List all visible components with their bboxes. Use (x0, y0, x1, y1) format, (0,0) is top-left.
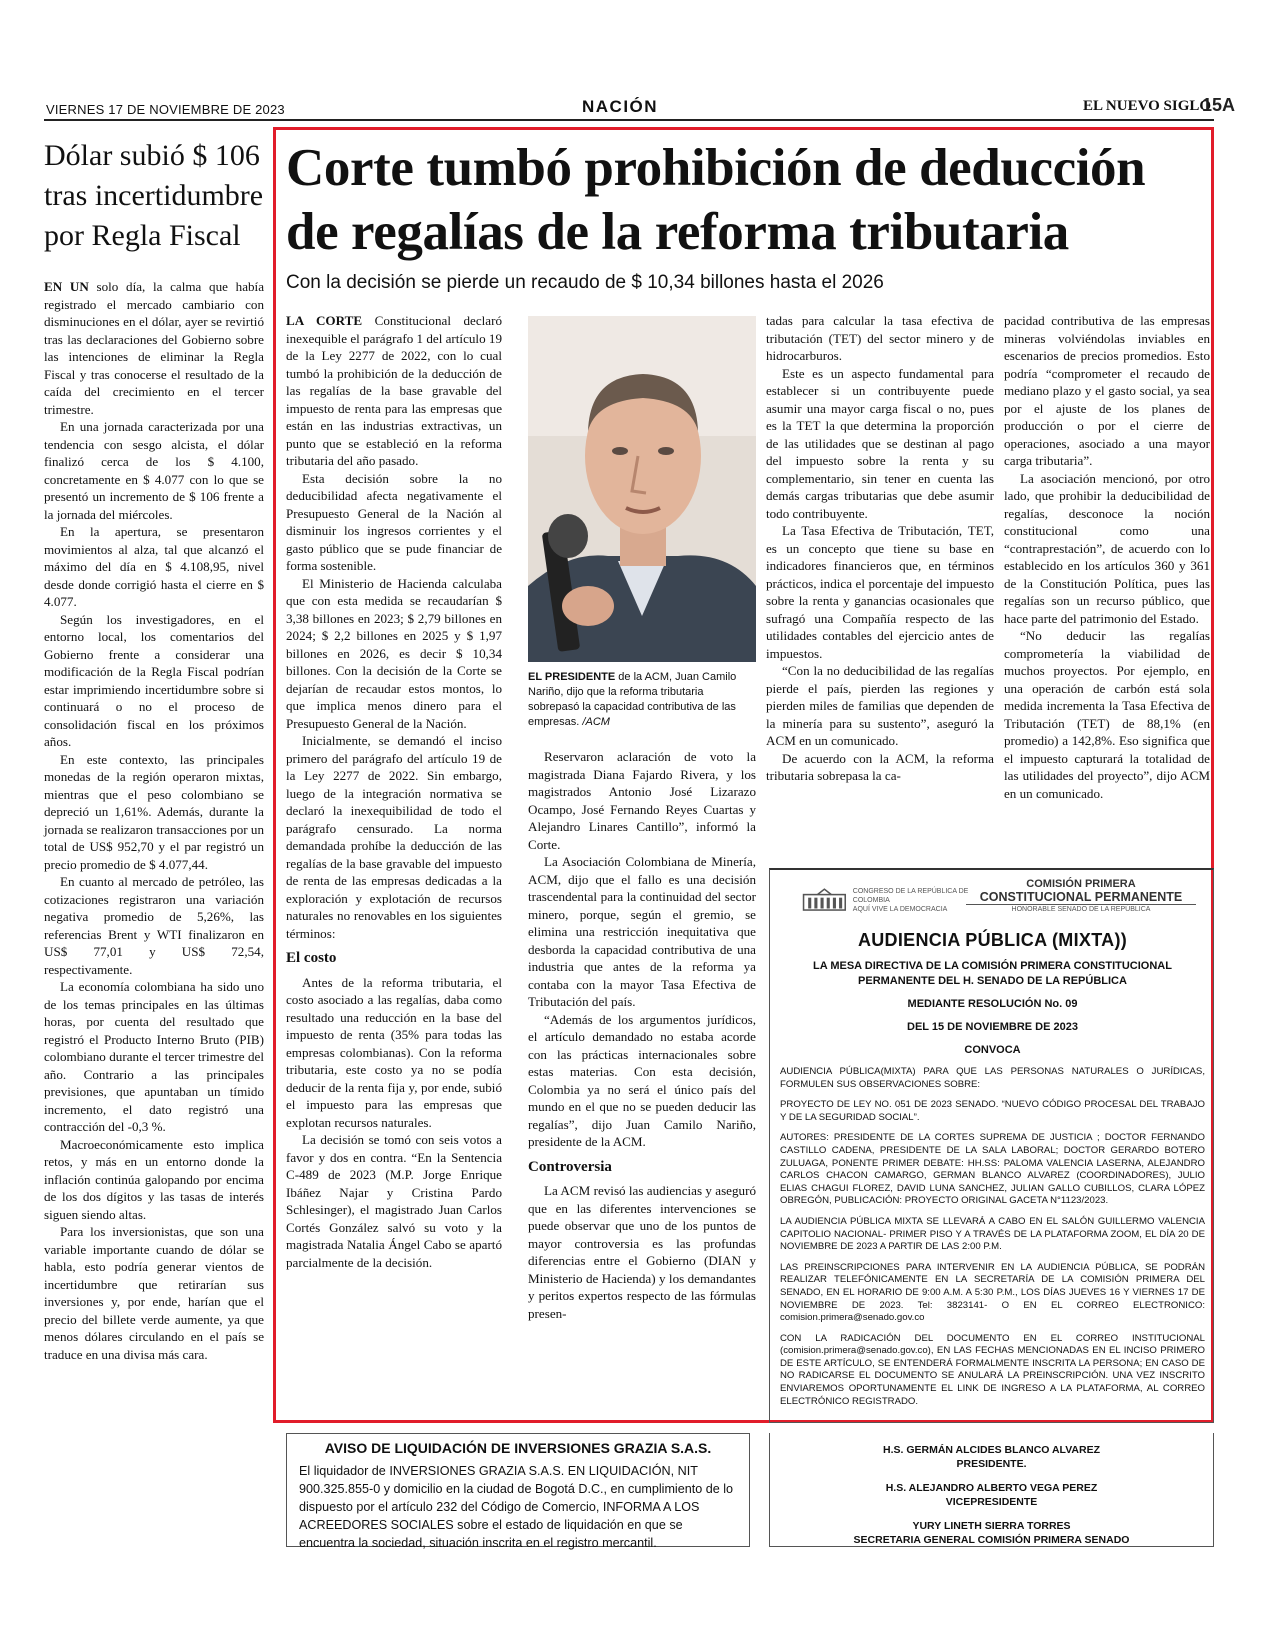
article-column-3 (766, 312, 994, 785)
signer-2: H.S. ALEJANDRO ALBERTO VEGA PEREZ (885, 1482, 1098, 1494)
c1-p1: Constitucional declaró inexequible el parágrafo 1 del artículo 19 de la Ley 2277 de 2022, con lo cual tumbó la prohibición de la deducción de las regalías de la base gravable del impuesto de renta para las empresas que están en las industrias extractivas, un punto que se estableció en la reforma tributaria del año pasado. (286, 313, 502, 468)
hearing-convoca: CONVOCA (964, 1044, 1021, 1056)
header-rule (44, 119, 1214, 121)
side-p5: En este contexto, las principales monedas de la región operaron mixtas, mientras que el peso colombiano se depreció un 1,61%. Además, durante la jornada se realizaron transacciones por un total de US$ 952,70 y el par registró un precio promedio de $ 4.077,44. (44, 751, 264, 872)
hearing-resolution-date: DEL 15 DE NOVIEMBRE DE 2023 (907, 1021, 1078, 1033)
photo-caption (528, 670, 756, 730)
hearing-text-3: AUTORES: PRESIDENTE DE LA CORTES SUPREMA DE JUSTICIA ; DOCTOR FERNANDO CASTILLO CADENA, PRESIDENTE DE LA SALA LABORAL; DOCTOR GERARDO BOTERO ZULUAGA, PONENTE PRIMER DEBATE: HH.SS: PALOMA VALENCIA LASERNA, ALEJANDRO CARLOS CHACON CAMARGO, GERMAN BLANCO ALVAREZ (COORDINADORES), JULIO ELIAS CHAGUI FLOREZ, DAVID LUNA SANCHEZ, JULIAN GALLO CUBILLOS, CLARA LÓPEZ OBREGÓN, PUBLICACIÓN: PROYECTO ORIGINAL GACETA N°1123/2023. (780, 1132, 1205, 1207)
congress-name: CONGRESO DE LA REPÚBLICA DE COLOMBIA (852, 887, 969, 904)
c1-p2: Esta decisión sobre la no deducibilidad afecta negativamente el Presupuesto General de la Nación al disminuir los ingresos corrientes y el gasto público que se pude financiar de forma sostenible. (286, 470, 502, 573)
notice-signatures (769, 1433, 1214, 1547)
hearing-resolution: MEDIANTE RESOLUCIÓN No. 09 (907, 998, 1078, 1010)
c2-p4: La ACM revisó las audiencias y aseguró que en las diferentes intervenciones se puede observar que uno de los puntos de mayor controversia es las profundas diferencias entre el Gobierno (DIAN y Ministerio de Hacienda) y los demandantes y peritos expertos respecto de las fórmulas presen- (528, 1183, 756, 1321)
article-column-1 (286, 312, 502, 1271)
side-p3: En la apertura, se presentaron movimientos al alza, tal que alcanzó el máximo del día en $ 4.108,95, nivel desde donde corrigió hasta el cierre en $ 4.077. (44, 524, 264, 609)
side-p9: Para los inversionistas, que son una variable importante cuando de dólar se habla, esto podría generar vientos de incertidumbre que retirarían sus inversiones y, por ende, harían que el precio del billete verde aumente, ya que menos dólares circulando en el país se traduce en una divisa más cara. (44, 1224, 264, 1362)
photo-credit: /ACM (582, 716, 610, 728)
section-name: NACIÓN (582, 97, 659, 116)
page-number: 15A (1202, 95, 1236, 115)
congress-motto: AQUÍ VIVE LA DEMOCRACIA (852, 905, 948, 913)
c1-p6: La decisión se tomó con seis votos a favor y dos en contra. “En la Sentencia C-489 de 2023 (M.P. Jorge Enrique Ibáñez Najar y Cristina Pardo Schlesinger), el magistrado Juan Carlos Cortés González salvó su voto y la magistrada Natalia Ángel Cabo se apartó parcialmente de la decisión. (286, 1132, 502, 1270)
c4-p1: pacidad contributiva de las empresas mineras volviéndolas inviables en escenarios de precios promedios. Esto podría “comprometer el recaudo de mediano plazo y el gasto social, ya sea por el ajuste de los planes de producción o por el cierre de operaciones, asociado a una mayor carga tributaria”. (1004, 313, 1210, 468)
caption-lead: EL PRESIDENTE (528, 671, 616, 683)
side-p2: En una jornada caracterizada por una tendencia con sesgo alcista, el dólar finalizó cerca de los $ 4.100, concretamente en $ 4.077 con lo que se presentó un incremento de $ 106 frente a la jornada del miércoles. (44, 419, 264, 522)
c3-p5: De acuerdo con la ACM, la reforma tributaria sobrepasa la ca- (766, 750, 994, 783)
commission-name-1: COMISIÓN PRIMERA (1026, 878, 1136, 890)
signer-2-role: VICEPRESIDENTE (945, 1496, 1038, 1508)
hearing-text-5: LAS PREINSCRIPCIONES PARA INTERVENIR EN LA AUDIENCIA PÚBLICA, SE PODRÁN REALIZAR TELEFÓNICAMENTE EN LA SECRETARÍA DE LA COMISIÓN PRIMERA DEL SENADO, EN EL HORARIO DE 9:00 A.M. A 5:30 P.M., LOS DÍAS JUEVES 16 Y VIERNES 17 DE NOVIEMBRE DE 2023. Tel: 3823141- O EN EL CORREO ELECTRONICO: comision.primera@senado.gov.co (780, 1261, 1205, 1324)
side-p7: La economía colombiana ha sido uno de los temas principales en las últimas horas, por cuenta del resultado que registró el Producto Interno Bruto (PIB) colombiano durante el tercer trimestre del año. Contrario a las principales previsiones, que apuntaban un tímido incremento, el dato registró una contracción del -0,3 %. (44, 979, 264, 1134)
liquidation-title: AVISO DE LIQUIDACIÓN DE INVERSIONES GRAZIA S.A.S. (324, 1440, 712, 1456)
signer-1-role: PRESIDENTE. (956, 1458, 1027, 1470)
c4-p2: La asociación mencionó, por otro lado, que prohibir la deducibilidad de regalías, desconoce la noción constitucional como una “contraprestación”, de acuerdo con lo establecido en los artículos 360 y 361 de la Constitución Política, pues las regalías son un recurso público, que hace parte del patrimonio del Estado. (1004, 470, 1210, 626)
newspaper-name: EL NUEVO SIGLO (1083, 98, 1212, 114)
public-hearing-notice (769, 868, 1214, 1423)
side-article-body (44, 278, 264, 1363)
c2-p2: La Asociación Colombiana de Minería, ACM, dijo que el fallo es una decisión trascendental para la continuidad del sector minero, porque, según el gremio, se elimina una restricción inequitativa que desborda la capacidad contributiva de una industria que antes de la reforma ya contaba con la mayor Tasa Efectiva de Tributación del país. (528, 854, 756, 1009)
side-article-title: Dólar subió $ 106 tras incertidumbre por Regla Fiscal (44, 139, 264, 252)
commission-name-3: HONORABLE SENADO DE LA REPÚBLICA (1011, 906, 1151, 913)
side-p6: En cuanto al mercado de petróleo, las cotizaciones registraron una variación negativa promedio de 5,26%, las referencias Brent y WTI finalizaron en US$ 77,01 y US$ 72,54, respectivamente. (44, 874, 264, 977)
caption-text: de la ACM, Juan Camilo Nariño, dijo que la reforma tributaria sobrepasó la capacidad contributiva de las empresas. (528, 671, 737, 728)
liquidation-notice (286, 1433, 750, 1550)
side-p8: Macroeconómicamente esto implica retos, y más en un entorno donde la inflación continúa galopando por encima de los dos dígitos y las tasas de interés siguen siendo altas. (44, 1136, 264, 1222)
issue-date: VIERNES 17 DE NOVIEMBRE DE 2023 (46, 102, 285, 117)
c1-p5: Antes de la reforma tributaria, el costo asociado a las regalías, daba como resultado una reducción en la base del impuesto de renta (35% para todas las empresas colombianas). Con la reforma tributaria, este costo ya no se podía deducir de la renta fija y, por ende, subió el impuesto para las empresas que explotan recursos naturales. (286, 974, 502, 1130)
c2-p3: “Además de los argumentos jurídicos, el artículo demandado no estaba acorde con las prácticas internacionales sobre estas materias. Con esta decisión, Colombia ya no será el único país del mundo en el que no se pueden deducir las regalías”, dijo Juan Camilo Nariño, presidente de la ACM. (528, 1011, 756, 1149)
portrait-photo (528, 316, 756, 662)
hearing-text-4: LA AUDIENCIA PÚBLICA MIXTA SE LLEVARÁ A CABO EN EL SALÓN GUILLERMO VALENCIA CAPITOLIO NACIONAL- PRIMER PISO Y A TRAVÉS DE LA PLATAFORMA ZOOM, EL DÍA 20 DE NOVIEMBRE DE 2023 A PARTIR DE LAS 2:00 P.M. (780, 1215, 1205, 1253)
capitol-icon (802, 885, 847, 915)
side-article (44, 136, 264, 1363)
hearing-text-1: AUDIENCIA PÚBLICA(MIXTA) PARA QUE LAS PERSONAS NATURALES O JURÍDICAS, FORMULEN SUS OBSERVACIONES SOBRE: (780, 1066, 1205, 1090)
side-p4: Según los investigadores, en el entorno local, los comentarios del Gobierno frente a considerar una modificación de la Regla Fiscal podrían estar imprimiendo incertidumbre sobre si continuará o no el proceso de consolidación fiscal en los próximos años. (44, 611, 264, 749)
c3-p3: La Tasa Efectiva de Tributación, TET, es un concepto que tiene su base en indicadores financieros que, en términos prácticos, indica el porcentaje del impuesto sobre la renta y ganancias ocasionales que sufragó una Compañía respecto de las utilidades contables del ejercicio antes de impuestos. (766, 523, 994, 661)
hearing-text-6: CON LA RADICACIÓN DEL DOCUMENTO EN EL CORREO INSTITUCIONAL (comision.primera@senado.gov.co), EN LAS FECHAS MENCIONADAS EN EL INCISO PRIMERO DE ESTE ARTÍCULO, SE ENTENDERÁ FORMALMENTE INSCRITA LA PERSONA; EN CASO DE NO RADICARSE EL DOCUMENTO SE ANULARÁ LA PREINSCRIPCIÓN. UNA VEZ INSCRITO ENVIAREMOS OPORTUNAMENTE EL LINK DE INGRESO A LA PLATAFORMA, AL CORREO ELECTRÓNICO REGISTRADO. (780, 1332, 1205, 1407)
article-column-2 (528, 748, 756, 1322)
subtitle-controversia: Controversia (528, 1158, 612, 1175)
c3-p2: Este es un aspecto fundamental para establecer si un contribuyente puede asumir una mayor carga fiscal o no, pues es la TET la que determina la proporción de las utilidades que se destinan al pago del impuesto sobre la renta y su complementario, sin tener en cuenta las demás cargas tributarias que debe asumir todo contribuyente. (766, 365, 994, 521)
signer-3-role: SECRETARIA GENERAL COMISIÓN PRIMERA SENADO (853, 1534, 1130, 1546)
c2-p1: Reservaron aclaración de voto la magistrada Diana Fajardo Rivera, y los magistrados Antonio José Lizarazo Ocampo, José Fernando Reyes Cuartas y Alejandro Linares Cantillo”, informó la Corte. (528, 749, 756, 852)
side-lead: EN UN (44, 279, 89, 294)
commission-logo (966, 878, 1196, 914)
subheadline: Con la decisión se pierde un recaudo de $ 10,34 billones hasta el 2026 (286, 272, 884, 293)
side-p1: solo día, la calma que había registrado el mercado cambiario con disminuciones en el dólar, ayer se revirtió tras las declaraciones del Gobierno sobre las intenciones de eliminar la Regla Fiscal y tras conocerse el resultado de la caída del crecimiento en el tercer trimestre. (44, 279, 265, 417)
headline: Corte tumbó prohibición de deducción de regalías de la reforma tributaria (286, 139, 1146, 261)
c3-p1: tadas para calcular la tasa efectiva de tributación (TET) del sector minero y de hidrocarburos. (766, 313, 994, 363)
commission-name-2: CONSTITUCIONAL PERMANENTE (966, 890, 1196, 905)
hearing-text-2: PROYECTO DE LEY NO. 051 DE 2023 SENADO. “NUEVO CÓDIGO PROCESAL DEL TRABAJO Y DE LA SEGURIDAD SOCIAL”. (780, 1099, 1205, 1123)
liquidation-body: El liquidador de INVERSIONES GRAZIA S.A.S. EN LIQUIDACIÓN, NIT 900.325.855-0 y domicilio en la ciudad de Bogotá D.C., en cumplimiento de lo dispuesto por el artículo 232 del Código de Comercio, INFORMA A LOS ACREEDORES SOCIALES sobre el estado de liquidación en que se encuentra la sociedad, situación inscrita en el registro mercantil. (299, 1464, 734, 1550)
subtitle-costo: El costo (286, 950, 337, 966)
signer-1: H.S. GERMÁN ALCIDES BLANCO ALVAREZ (883, 1444, 1100, 1456)
article-column-4 (1004, 312, 1210, 802)
c3-p4: “Con la no deducibilidad de las regalías pierde el país, pierden las regiones y pierden miles de familias que dependen de la minería para su sustento”, aseguró la ACM en un comunicado. (766, 663, 994, 748)
c1-p3: El Ministerio de Hacienda calculaba que con esta medida se recaudarían $ 3,38 billones en 2023; $ 2,79 billones en 2024; $ 2,2 billones en 2025 y $ 1,97 billones en 2026, es decir $ 10,34 billones. Con la decisión de la Corte se dejarían de recaudar estos montos, lo que implica menos dinero para el Presupuesto General de la Nación. (286, 575, 502, 731)
article-lead: LA CORTE (286, 313, 363, 328)
signer-3: YURY LINETH SIERRA TORRES (912, 1520, 1071, 1532)
hearing-convener: LA MESA DIRECTIVA DE LA COMISIÓN PRIMERA CONSTITUCIONAL PERMANENTE DEL H. SENADO DE LA REPÚBLICA (813, 960, 1172, 987)
congress-logo (802, 880, 972, 920)
hearing-title: AUDIENCIA PÚBLICA (MIXTA)) (857, 930, 1128, 950)
c4-p3: “No deducir las regalías comprometería la viabilidad de muchos proyectos. Por ejemplo, en una operación de carbón está sola medida incrementa la Tasa Efectiva de Tributación (TET) de 88,1% (en promedio) a 142,8%. Eso significa que el impuesto capturará la totalidad de las utilidades del proyecto”, dijo ACM en un comunicado. (1004, 628, 1210, 801)
c1-p4: Inicialmente, se demandó el inciso primero del parágrafo del artículo 19 de la Ley 2277 de 2022. Sin embargo, luego de la integración normativa se declaró la inexequibilidad de todo el parágrafo censurado. La norma demandada prohíbe la deducción de las regalías de la base gravable del impuesto de renta de las empresas dedicadas a la exploración y explotación de recursos naturales no renovables en los siguientes términos: (286, 733, 502, 941)
